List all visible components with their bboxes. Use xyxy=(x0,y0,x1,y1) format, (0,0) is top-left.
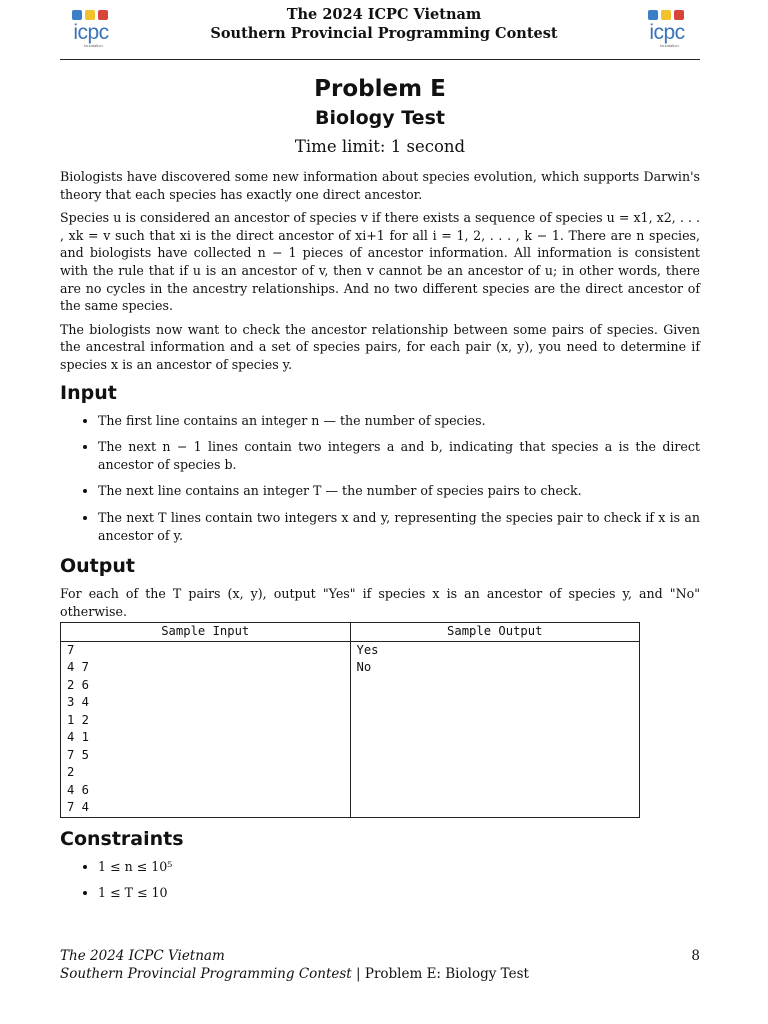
sample-input-line: 7 5 xyxy=(67,747,90,762)
sample-input-line: 7 xyxy=(67,642,75,657)
logo-blocks xyxy=(70,6,114,22)
output-heading: Output xyxy=(60,555,135,578)
input-item-3: • The next line contains an integer T — the number of species pairs to check. xyxy=(98,482,700,500)
logo-word: icpc xyxy=(649,21,685,44)
logo-blocks xyxy=(646,6,690,22)
sample-input-line: 3 4 xyxy=(67,695,90,710)
sample-input-line: 4 7 xyxy=(67,660,90,675)
icpc-logo-left xyxy=(66,6,116,48)
output-text: For each of the T pairs (x, y), output "Yes" if species x is an ancestor of species y, and "No" otherwise. xyxy=(60,586,700,619)
header-line1: The 2024 ICPC Vietnam xyxy=(286,6,482,23)
sample-input-header: Sample Input xyxy=(61,623,351,642)
sample-input-line: 4 1 xyxy=(67,730,90,745)
input-heading: Input xyxy=(60,381,117,404)
constraints-heading: Constraints xyxy=(60,827,184,850)
sample-output-cell xyxy=(350,641,640,817)
logo-small-text: foundation xyxy=(660,43,679,48)
statement-paragraph-1: Biologists have discovered some new information about species evolution, which supports Darwin's theory that each species has exactly one direct ancestor. xyxy=(60,169,700,202)
sample-input-line: 2 xyxy=(67,765,75,780)
header-rule xyxy=(60,59,700,60)
input-item-1: • The first line contains an integer n — the number of species. xyxy=(98,412,700,430)
statement-paragraph-2: Species u is considered an ancestor of species v if there exists a sequence of species u = x1, x2, . . . , xk = v such that xi is the direct ancestor of xi+1 for all i = 1, 2, . . . , k − 1. There are n species, and biologists have collected n − 1 pieces of ancestor information. All information is consistent with the rule that if u is an ancestor of v, then v cannot be an ancestor of u; in other words, there are no cycles in the ancestry relationships. And no two different species are the direct ancestor of the same species. xyxy=(60,210,700,314)
sample-table xyxy=(60,622,640,818)
problem-title: Problem E xyxy=(314,76,446,102)
sample-input-cell xyxy=(61,641,351,817)
statement-paragraph-3: The biologists now want to check the ancestor relationship between some pairs of species. Given the ancestral information and a set of species pairs, for each pair (x, y), you need to determine if species x is an ancestor of species y. xyxy=(60,321,700,372)
problem-body xyxy=(60,168,700,911)
constraints-list xyxy=(60,858,700,902)
footer-line2 xyxy=(60,965,700,983)
logo-word: icpc xyxy=(73,21,109,44)
time-limit: Time limit: 1 second xyxy=(294,137,466,156)
page-number: 8 xyxy=(691,948,700,964)
sample-output-line: Yes xyxy=(356,642,379,657)
input-item-4: • The next T lines contain two integers x and y, representing the species pair to check if x is an ancestor of y. xyxy=(98,509,700,544)
header-line2: Southern Provincial Programming Contest xyxy=(210,25,558,42)
sample-input-line: 2 6 xyxy=(67,677,90,692)
sample-output-line: No xyxy=(356,660,372,675)
sample-output-header: Sample Output xyxy=(350,623,640,642)
constraint-item-2: • 1 ≤ T ≤ 10 xyxy=(98,884,700,902)
icpc-logo-right xyxy=(642,6,692,48)
input-item-2: • The next n − 1 lines contain two integers a and b, indicating that species a is the direct ancestor of species b. xyxy=(98,438,700,473)
logo-small-text: foundation xyxy=(84,43,103,48)
problem-title-block xyxy=(60,74,700,162)
input-list xyxy=(60,412,700,545)
sample-input-line: 4 6 xyxy=(67,782,90,797)
contest-header xyxy=(150,5,618,43)
sample-input-line: 7 4 xyxy=(67,800,90,815)
problem-subtitle: Biology Test xyxy=(315,107,445,129)
footer-line1: The 2024 ICPC Vietnam xyxy=(60,948,225,964)
sample-input-line: 1 2 xyxy=(67,712,90,727)
page-footer xyxy=(60,947,700,983)
constraint-item-1: • 1 ≤ n ≤ 10⁵ xyxy=(98,858,700,876)
footer-problem-ref: | Problem E: Biology Test xyxy=(351,966,529,982)
footer-contest-name: Southern Provincial Programming Contest xyxy=(60,966,352,982)
